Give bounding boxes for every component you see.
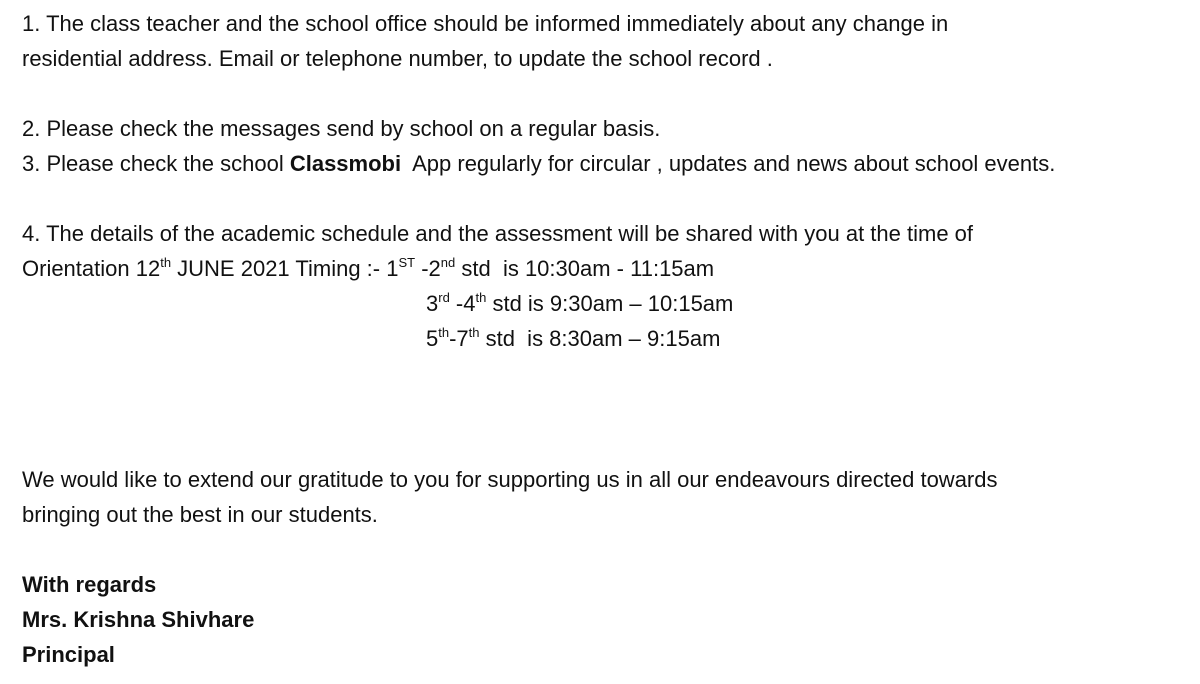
orientation-timing-label: JUNE 2021 Timing :- 1 xyxy=(171,256,399,281)
schedule-1-from-suffix: rd xyxy=(438,290,450,305)
spacer xyxy=(22,532,1192,567)
item4-line1: 4. The details of the academic schedule and the assessment will be shared with you at the time of xyxy=(22,221,974,246)
notice-document xyxy=(22,6,1192,672)
schedule-0-to-suffix: nd xyxy=(440,255,456,270)
schedule-0-from-suffix: ST xyxy=(398,255,416,270)
closing-line1: We would like to extend our gratitude to you for supporting us in all our endeavours directed towards xyxy=(22,467,998,492)
schedule-2-separator: -7 xyxy=(449,326,469,351)
schedule-1-separator: -4 xyxy=(449,291,476,316)
orientation-prefix: Orientation 12 xyxy=(22,256,161,281)
schedule-2-to-suffix: th xyxy=(468,325,480,340)
schedule-2-time: std is 8:30am – 9:15am xyxy=(479,326,721,351)
schedule-1-to-suffix: th xyxy=(475,290,487,305)
schedule-0-separator: -2 xyxy=(415,256,441,281)
item3-text xyxy=(22,146,1192,181)
schedule-row-1 xyxy=(22,286,1192,321)
item1-line1: 1. The class teacher and the school office should be informed immediately about any change in xyxy=(22,11,949,36)
orientation-date-suffix: th xyxy=(160,255,172,270)
schedule-1-from: 3 xyxy=(426,291,439,316)
item2-text: 2. Please check the messages send by school on a regular basis. xyxy=(22,116,661,141)
spacer xyxy=(22,76,1192,111)
app-name: Classmobi xyxy=(289,151,402,176)
closing-line2: bringing out the best in our students. xyxy=(22,502,378,527)
spacer xyxy=(22,356,1192,462)
schedule-2-from-suffix: th xyxy=(438,325,450,340)
schedule-row-2 xyxy=(22,321,1192,356)
orientation-line xyxy=(22,251,1192,286)
schedule-2-from: 5 xyxy=(426,326,439,351)
schedule-0-time: std is 10:30am - 11:15am xyxy=(455,256,715,281)
item3-suffix: App regularly for circular , updates and news about school events. xyxy=(401,151,1056,176)
signature-name: Mrs. Krishna Shivhare xyxy=(22,607,255,632)
signature-regards: With regards xyxy=(22,572,157,597)
spacer xyxy=(22,181,1192,216)
item1-line2: residential address. Email or telephone number, to update the school record . xyxy=(22,46,773,71)
signature-title: Principal xyxy=(22,642,115,667)
item3-prefix: 3. Please check the school xyxy=(22,151,290,176)
schedule-1-time: std is 9:30am – 10:15am xyxy=(486,291,734,316)
